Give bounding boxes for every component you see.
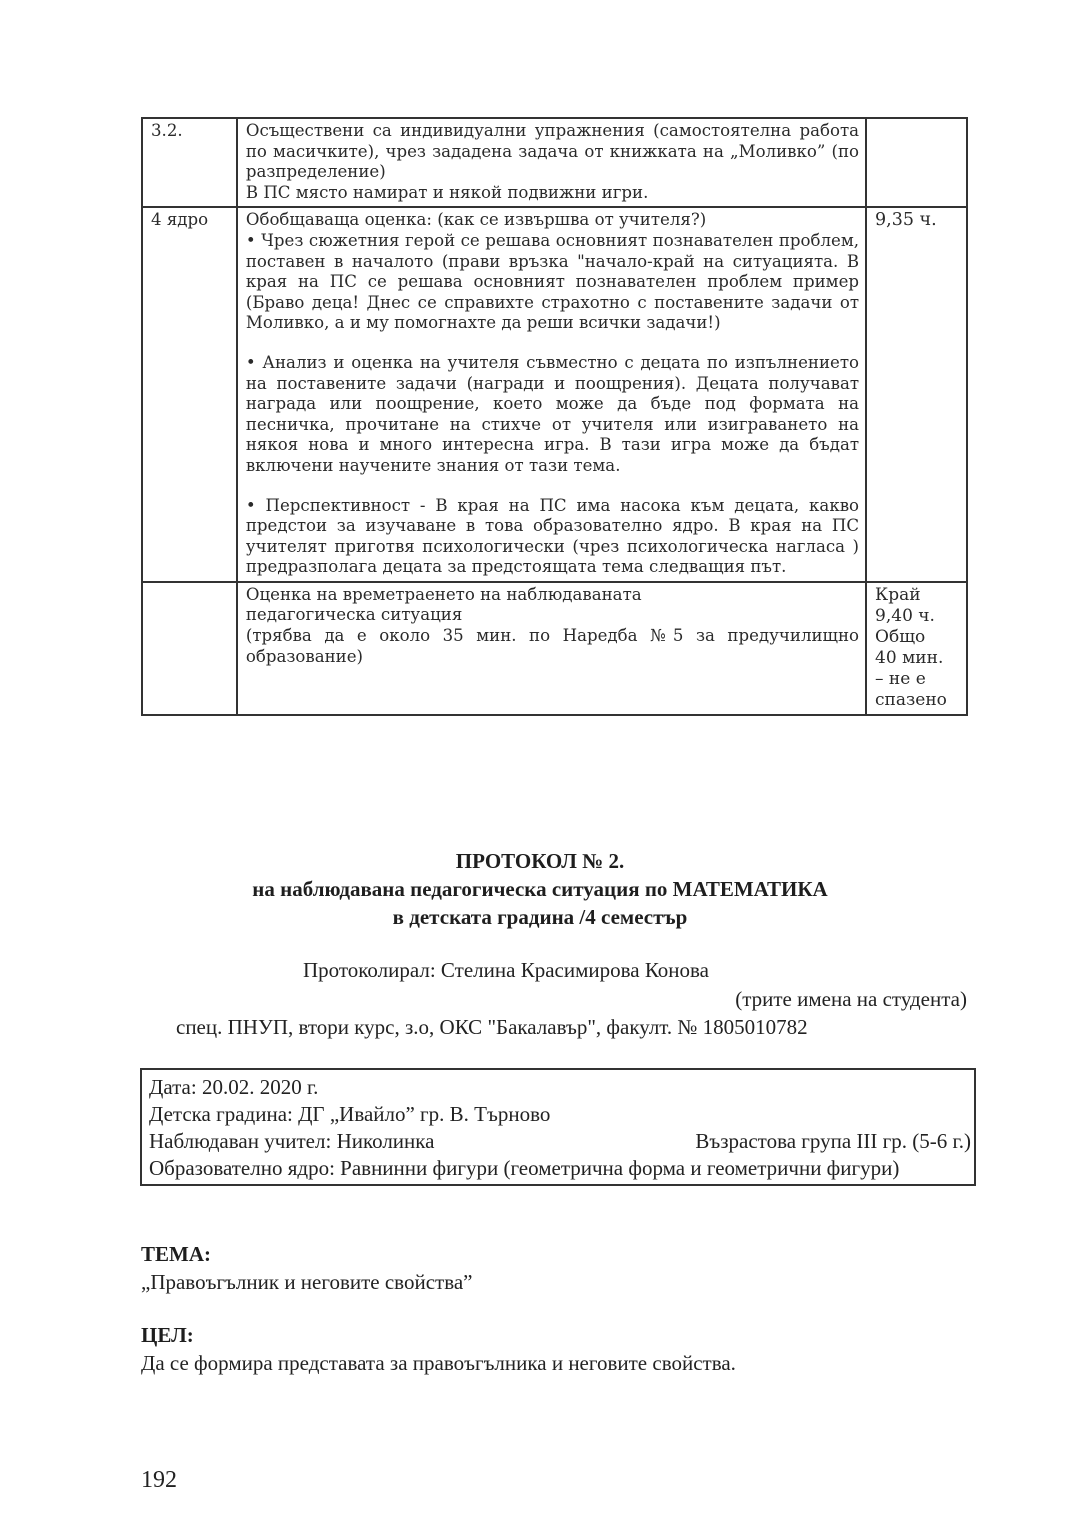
theme-heading: ТЕМА: [141,1242,211,1266]
description-cell [237,207,866,582]
description-paragraph: • Перспективност - В края на ПС има насока към децата, какво предстои за изучаване в това образователно ядро. В края на ПС учителят приготвя психологически (чрез психологическа нагласа ) предразполага децата за предстоящата тема следващия път. [245,495,860,577]
protocol-subtitle: на наблюдавана педагогическа ситуация по МАТЕМАТИКА [252,877,828,901]
stage-cell: 4 ядро [142,207,237,582]
description-paragraph: • Анализ и оценка на учителя съвместно с децата по изпълнението на поставените задачи (награди и поощрения). Децата получават награда или поощрение, което може да бъде под формата на песничка, прочитане на стихче от учителя или изиграването на някоя нова и много интересна игра. В тази игра може да бъдат включени научените знания от тази тема. [245,352,860,475]
names-note: (трите имена на студента) [735,987,967,1011]
kindergarten-line: Детска градина: ДГ „Ивайло” гр. В. Търново [149,1102,551,1126]
description-text: Осъществени са индивидуални упражнения (самостоятелна работа по масичките), чрез зададена задача от книжката на „Моливко” (по разпределение) [245,121,860,182]
time-line: – не е [875,668,926,689]
description-text: Оценка на времетраенето на наблюдаваната [245,584,642,604]
table-row [142,118,967,207]
description-intro: Обобщаваща оценка: (как се извършва от учителя?) [245,210,707,230]
description-text: В ПС място намират и някой подвижни игри. [245,182,649,202]
info-box [140,1068,976,1186]
theme-text: „Правоъгълник и неговите свойства” [141,1270,473,1294]
page-number: 192 [141,1467,177,1493]
table-row [142,582,967,715]
goal-heading: ЦЕЛ: [141,1323,194,1347]
date-line: Дата: 20.02. 2020 г. [149,1075,319,1099]
author-line: Протоколирал: Стелина Красимирова Конова [303,958,709,982]
time-line: Общо [875,626,926,647]
description-cell [237,118,866,207]
description-cell [237,582,866,715]
time-line: 40 мин. [875,647,944,668]
time-cell [866,118,967,207]
protocol-title: ПРОТОКОЛ № 2. [455,849,625,873]
goal-text: Да се формира представата за правоъгълника и неговите свойства. [141,1351,736,1375]
stage-cell [142,582,237,715]
time-cell: 9,35 ч. [866,207,967,582]
age-group-line: Възрастова група III гр. (5-6 г.) [695,1129,971,1153]
time-cell [866,582,967,715]
specialty-line: спец. ПНУП, втори курс, з.о, ОКС "Бакалавър", факулт. № 1805010782 [176,1015,808,1039]
stage-cell: 3.2. [142,118,237,207]
time-line: Край [875,584,921,605]
observation-table [141,117,968,716]
description-paragraph: • Чрез сюжетния герой се решава основният познавателен проблем, поставен в началото (прави връзка "начало-край на ситуацията. В края на ПС се решава основният познавателен проблем пример (Браво деца! Днес се справихте страхотно с поставените задачи от Моливко, а и му помогнахте да реши всички задачи!) [245,230,860,333]
core-line: Образователно ядро: Равнинни фигури (геометрична форма и геометрични фигури) [149,1156,900,1180]
teacher-line: Наблюдаван учител: Николинка [149,1129,435,1153]
table-row [142,207,967,582]
time-line: 9,40 ч. [875,605,935,626]
teacher-row [149,1128,971,1155]
description-text: педагогическа ситуация [245,605,463,625]
description-text: (трябва да е около 35 мин. по Наредба №5 за предучилищно образование) [245,626,860,666]
protocol-subtitle: в детската градина /4 семестър [392,905,688,929]
time-line: спазено [875,689,947,710]
